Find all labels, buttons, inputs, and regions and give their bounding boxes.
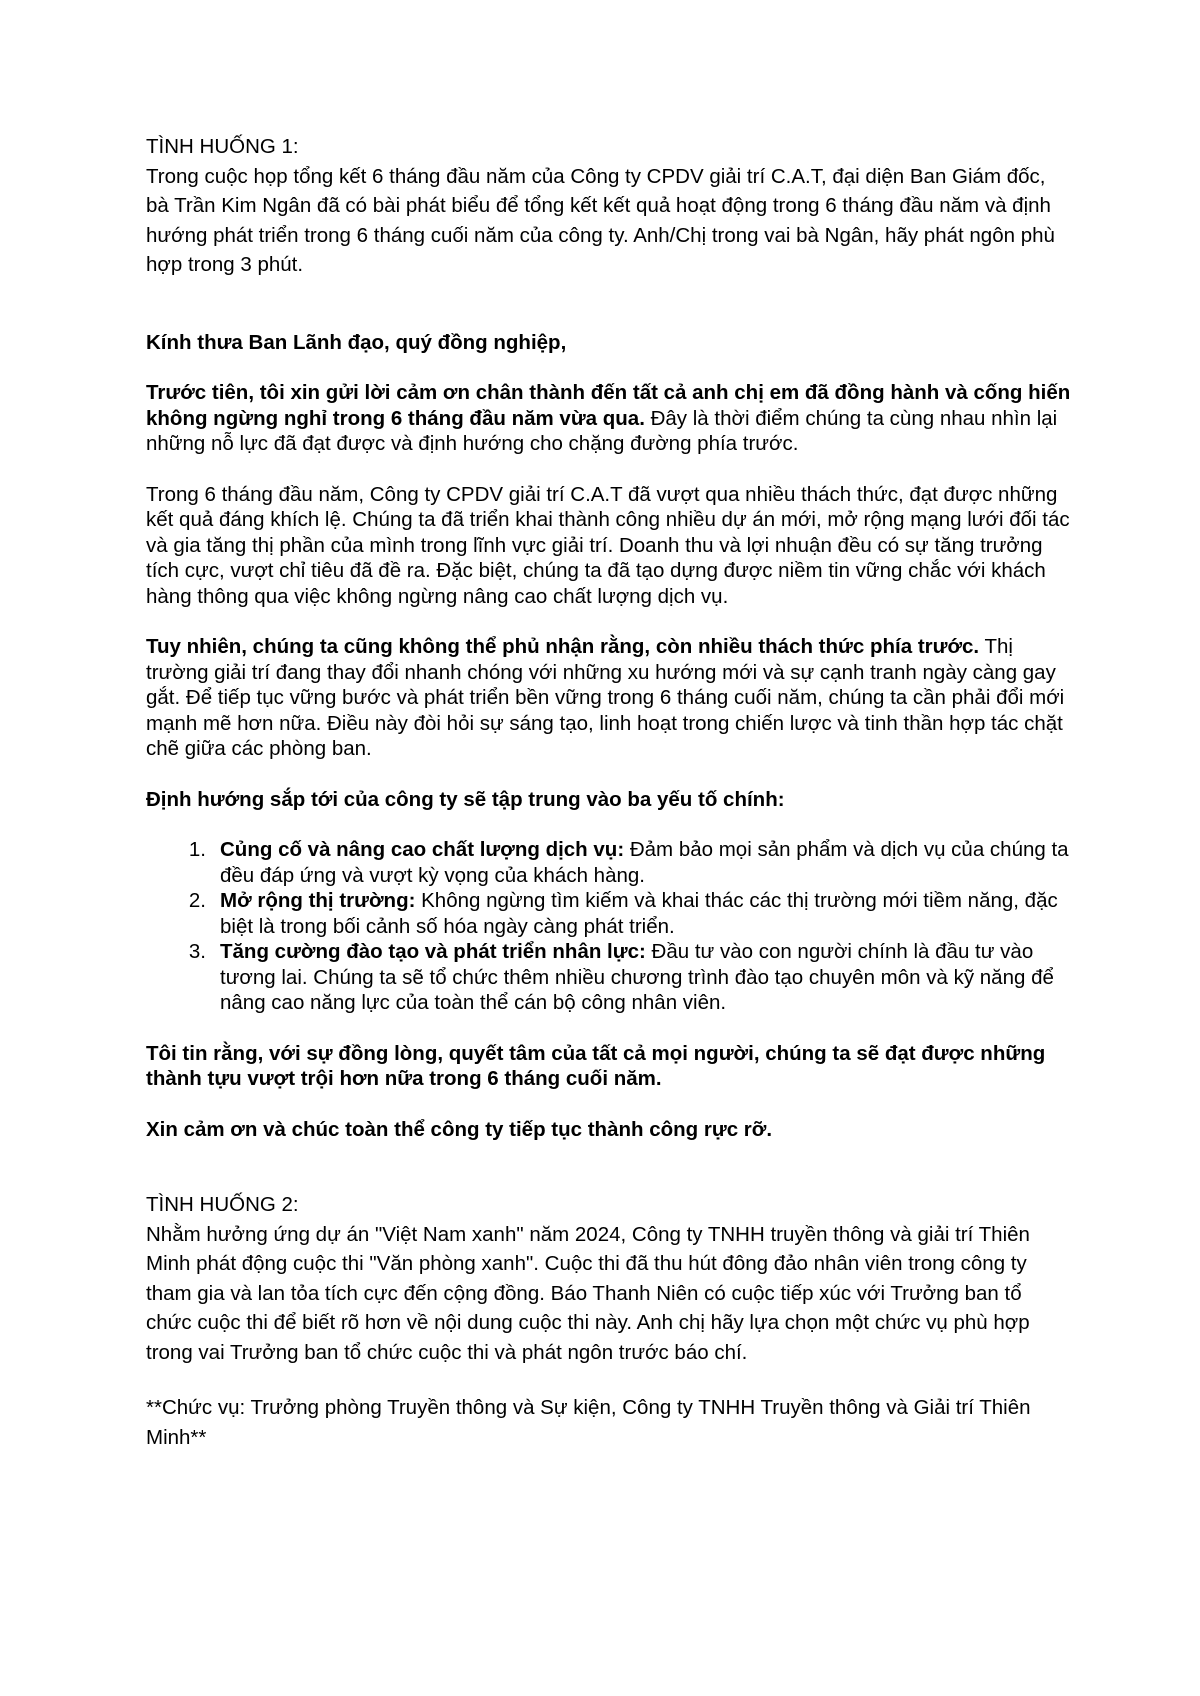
spacer bbox=[146, 1142, 1071, 1190]
speech-closing-1 bbox=[146, 1041, 1071, 1092]
list-item-text bbox=[220, 939, 1071, 1016]
case-2-position: **Chức vụ: Trưởng phòng Truyền thông và Sự kiện, Công ty TNHH Truyền thông và Giải trí Thiên Minh** bbox=[146, 1396, 1031, 1449]
paragraph-1-text: Đây là thời điểm chúng ta cùng nhau nhìn lại những nỗ lực đã đạt được và định hướng cho chặng đường phía trước. bbox=[146, 406, 1058, 455]
closing-2-text: Xin cảm ơn và chúc toàn thể công ty tiếp tục thành công rực rỡ. bbox=[146, 1117, 773, 1141]
directions-heading-text: Định hướng sắp tới của công ty sẽ tập trung vào ba yếu tố chính: bbox=[146, 787, 785, 811]
paragraph-3-text: Thị trường giải trí đang thay đổi nhanh chóng với những xu hướng mới và sự cạnh tranh ngày càng gay gắt. Để tiếp tục vững bước và phát triển bền vững trong 6 tháng cuối năm, chúng ta cần phải đổi mới mạnh mẽ hơn nữa. Điều này đòi hỏi sự sáng tạo, linh hoạt trong chiến lược và tinh thần hợp tác chặt chẽ giữa các phòng ban. bbox=[146, 635, 1065, 760]
list-item-title: Tăng cường đào tạo và phát triển nhân lực: bbox=[220, 940, 646, 963]
list-item-text bbox=[220, 888, 1071, 939]
case-2-body: Nhằm hưởng ứng dự án "Việt Nam xanh" năm 2024, Công ty TNHH truyền thông và giải trí Thiên Minh phát động cuộc thi "Văn phòng xanh". Cuộc thi đã thu hút đông đảo nhân viên trong công ty tham gia và lan tỏa tích cực đến cộng đồng. Báo Thanh Niên có cuộc tiếp xúc với Trưởng ban tổ chức cuộc thi để biết rõ hơn về nội dung cuộc thi này. Anh chị hãy lựa chọn một chức vụ phù hợp trong vai Trưởng ban tổ chức cuộc thi và phát ngôn trước báo chí. bbox=[146, 1222, 1030, 1364]
case-1 bbox=[146, 132, 1071, 280]
case-1-body: Trong cuộc họp tổng kết 6 tháng đầu năm của Công ty CPDV giải trí C.A.T, đại diện Ban Giám đốc, bà Trần Kim Ngân đã có bài phát biểu để tổng kết kết quả hoạt động trong 6 tháng đầu năm và định hướng phát triển trong 6 tháng cuối năm của công ty. Anh/Chị trong vai bà Ngân, hãy phát ngôn phù hợp trong 3 phút. bbox=[146, 164, 1055, 276]
list-item-body: Đảm bảo mọi sản phẩm và dịch vụ của chúng ta đều đáp ứng và vượt kỳ vọng của khách hàng. bbox=[220, 838, 1069, 887]
list-item-title: Mở rộng thị trường: bbox=[220, 889, 416, 912]
list-item-body: Không ngừng tìm kiếm và khai thác các thị trường mới tiềm năng, đặc biệt là trong bối cảnh số hóa ngày càng phát triển. bbox=[220, 889, 1058, 938]
speech-closing-2 bbox=[146, 1117, 1071, 1143]
case-2 bbox=[146, 1190, 1071, 1452]
directions-heading bbox=[146, 787, 1071, 813]
spacer bbox=[146, 1367, 1071, 1393]
list-item bbox=[146, 837, 1071, 888]
list-item bbox=[146, 888, 1071, 939]
spacer bbox=[146, 280, 1071, 330]
list-item-number: 1. bbox=[188, 838, 206, 861]
paragraph-1-bold: Trước tiên, tôi xin gửi lời cảm ơn chân thành đến tất cả anh chị em đã đồng hành và cống hiến không ngừng nghỉ trong 6 tháng đầu năm vừa qua. bbox=[146, 381, 1071, 430]
greeting-text: Kính thưa Ban Lãnh đạo, quý đồng nghiệp, bbox=[146, 330, 567, 354]
list-item-text bbox=[220, 837, 1071, 888]
directions-list bbox=[146, 837, 1071, 1016]
list-item-number: 2. bbox=[188, 889, 206, 912]
speech bbox=[146, 330, 1071, 1143]
closing-1-text: Tôi tin rằng, với sự đồng lòng, quyết tâm của tất cả mọi người, chúng ta sẽ đạt được những thành tựu vượt trội hơn nữa trong 6 tháng cuối năm. bbox=[146, 1041, 1046, 1090]
list-item bbox=[146, 939, 1071, 1016]
paragraph-3-bold: Tuy nhiên, chúng ta cũng không thể phủ nhận rằng, còn nhiều thách thức phía trước. bbox=[146, 635, 980, 658]
case-1-heading: TÌNH HUỐNG 1: bbox=[146, 135, 299, 158]
list-item-body: Đầu tư vào con người chính là đầu tư vào tương lai. Chúng ta sẽ tổ chức thêm nhiều chương trình đào tạo chuyên môn và kỹ năng để nâng cao năng lực của toàn thể cán bộ công nhân viên. bbox=[220, 940, 1054, 1014]
speech-greeting bbox=[146, 330, 1071, 356]
list-item-title: Củng cố và nâng cao chất lượng dịch vụ: bbox=[220, 838, 625, 861]
speech-paragraph-3 bbox=[146, 634, 1071, 762]
document-content bbox=[146, 132, 1071, 1452]
list-item-number: 3. bbox=[188, 940, 206, 963]
case-2-heading: TÌNH HUỐNG 2: bbox=[146, 1193, 299, 1216]
speech-paragraph-1 bbox=[146, 380, 1071, 457]
speech-paragraph-2: Trong 6 tháng đầu năm, Công ty CPDV giải trí C.A.T đã vượt qua nhiều thách thức, đạt được những kết quả đáng khích lệ. Chúng ta đã triển khai thành công nhiều dự án mới, mở rộng mạng lưới đối tác và gia tăng thị phần của mình trong lĩnh vực giải trí. Doanh thu và lợi nhuận đều có sự tăng trưởng tích cực, vượt chỉ tiêu đã đề ra. Đặc biệt, chúng ta đã tạo dựng được niềm tin vững chắc với khách hàng thông qua việc không ngừng nâng cao chất lượng dịch vụ. bbox=[146, 482, 1070, 608]
